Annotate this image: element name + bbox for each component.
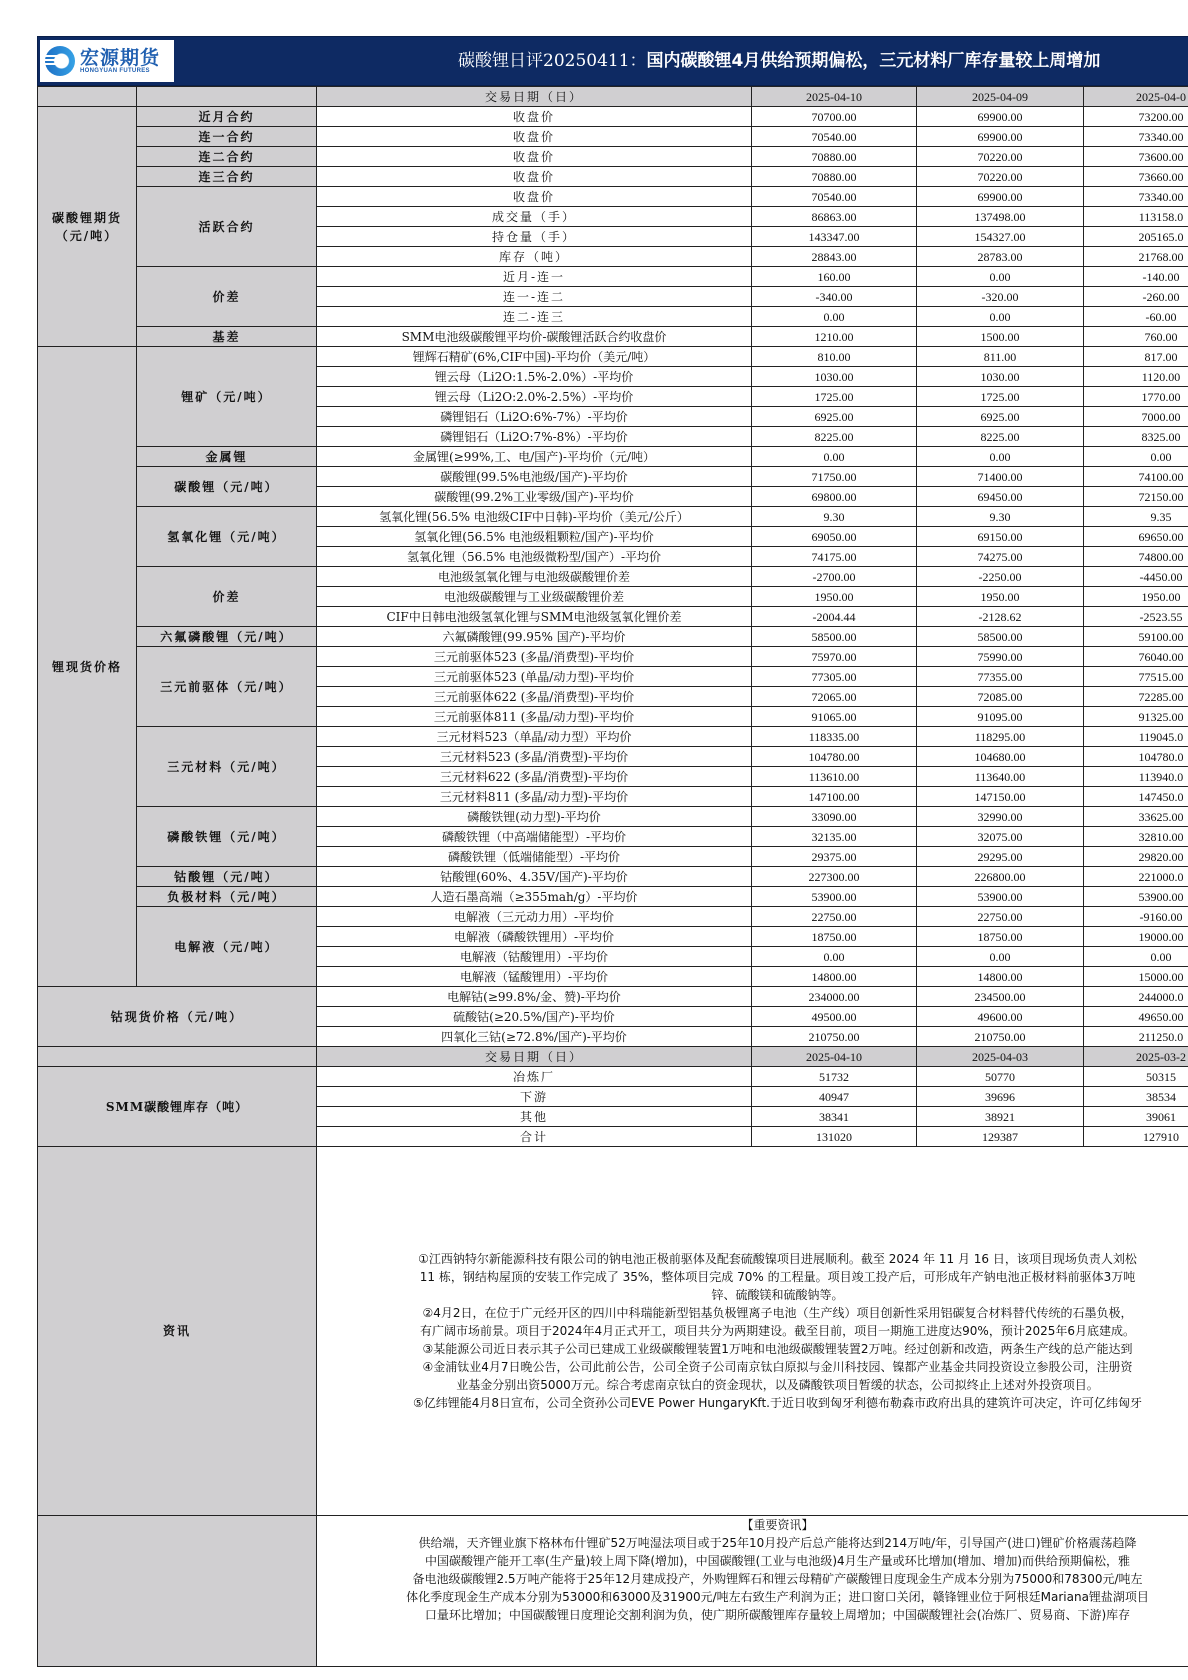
cell-value: 77355.00 xyxy=(917,667,1084,687)
cell-value: -4450.00 xyxy=(1084,567,1188,587)
cell-value: 127910 xyxy=(1084,1127,1188,1147)
summary-line: 口量环比增加；中国碳酸锂日度理论交割利润为负，使广期所碳酸锂库存量较上周增加；中国碳酸锂社会(冶炼厂、贸易商、下游)库存 xyxy=(424,1608,1131,1622)
cell-value: 1120.00 xyxy=(1084,367,1188,387)
row-label: 磷酸铁锂（低端储能型）-平均价 xyxy=(317,847,752,867)
data-table xyxy=(37,86,1188,1667)
summary-heading: 【重要资讯】 xyxy=(741,1518,814,1532)
row-label: 冶炼厂 xyxy=(317,1067,752,1087)
table-row xyxy=(38,507,1188,527)
row-label: 三元材料523（单晶/动力型）平均价 xyxy=(317,727,752,747)
table-row xyxy=(38,867,1188,887)
table-row xyxy=(38,187,1188,207)
cell-value: 49600.00 xyxy=(917,1007,1084,1027)
table-row xyxy=(38,987,1188,1007)
cell-value: 119045.0 xyxy=(1084,727,1188,747)
summary-label xyxy=(38,1516,317,1667)
row-label: 人造石墨高端（≥355mah/g）-平均价 xyxy=(317,887,752,907)
row-label: 氢氧化锂(56.5% 电池级粗颗粒/国产)-平均价 xyxy=(317,527,752,547)
group-label: 负极材料（元/吨） xyxy=(137,887,317,907)
cell-value: 33090.00 xyxy=(752,807,917,827)
summary-line: 体化季度现金生产成本分别为53000和63000及31900元/吨左右致生产利润为正；进口窗口关闭，赣锋锂业位于阿根廷Mariana锂盐湖项目 xyxy=(406,1590,1149,1604)
cell-value: 70220.00 xyxy=(917,167,1084,187)
cell-value: 69900.00 xyxy=(917,187,1084,207)
cell-value: 38921 xyxy=(917,1107,1084,1127)
cell-value: 1500.00 xyxy=(917,327,1084,347)
cell-value: 15000.00 xyxy=(1084,967,1188,987)
logo-en-text: HONGYUAN FUTURES xyxy=(80,68,150,74)
inventory-date: 2025-04-10 xyxy=(752,1047,917,1067)
cell-value: 0.00 xyxy=(1084,947,1188,967)
news-content xyxy=(317,1147,1188,1516)
cell-value: 113640.00 xyxy=(917,767,1084,787)
cell-value: 71750.00 xyxy=(752,467,917,487)
cell-value: 69900.00 xyxy=(917,107,1084,127)
cell-value: 210750.00 xyxy=(917,1027,1084,1047)
cell-value: 760.00 xyxy=(1084,327,1188,347)
cell-value: 810.00 xyxy=(752,347,917,367)
cell-value: 58500.00 xyxy=(917,627,1084,647)
row-label: 三元材料622 (多晶/消费型)-平均价 xyxy=(317,767,752,787)
row-label: 三元材料523 (多晶/消费型)-平均价 xyxy=(317,747,752,767)
summary-line: 备电池级碳酸锂2.5万吨产能将于25年12月建成投产，外购锂辉石和锂云母精矿产碳酸锂日度现金生产成本分别为75000和78300元/吨左 xyxy=(412,1572,1143,1586)
table-row xyxy=(38,347,1188,367)
group-label: 锂矿（元/吨） xyxy=(137,347,317,447)
cell-value: 38534 xyxy=(1084,1087,1188,1107)
row-label: 收盘价 xyxy=(317,147,752,167)
cell-value: 29820.00 xyxy=(1084,847,1188,867)
cell-value: 33625.00 xyxy=(1084,807,1188,827)
cell-value: 70880.00 xyxy=(752,147,917,167)
cell-value: 70700.00 xyxy=(752,107,917,127)
group-label: 三元前驱体（元/吨） xyxy=(137,647,317,727)
cell-value: 53900.00 xyxy=(752,887,917,907)
cell-value: 69900.00 xyxy=(917,127,1084,147)
cell-value: 69450.00 xyxy=(917,487,1084,507)
row-label: 磷锂铝石（Li2O:6%-7%）-平均价 xyxy=(317,407,752,427)
cell-value: 72065.00 xyxy=(752,687,917,707)
cell-value: 1950.00 xyxy=(917,587,1084,607)
cell-value: 18750.00 xyxy=(917,927,1084,947)
row-label: SMM电池级碳酸锂平均价-碳酸锂活跃合约收盘价 xyxy=(317,327,752,347)
cell-value: 227300.00 xyxy=(752,867,917,887)
cell-value: 817.00 xyxy=(1084,347,1188,367)
row-label: 磷酸铁锂（中高端储能型）-平均价 xyxy=(317,827,752,847)
cell-value: 69050.00 xyxy=(752,527,917,547)
table-row xyxy=(38,807,1188,827)
cell-value: 1725.00 xyxy=(917,387,1084,407)
cell-value: 32810.00 xyxy=(1084,827,1188,847)
cell-value: 21768.00 xyxy=(1084,247,1188,267)
row-label: 四氧化三钴(≥72.8%/国产)-平均价 xyxy=(317,1027,752,1047)
cell-value: 1725.00 xyxy=(752,387,917,407)
header-blank-2 xyxy=(137,87,317,107)
group-label: 三元材料（元/吨） xyxy=(137,727,317,807)
cell-value: 22750.00 xyxy=(917,907,1084,927)
row-label: CIF中日韩电池级氢氧化锂与SMM电池级氢氧化锂价差 xyxy=(317,607,752,627)
category-futures-text: （元/吨） xyxy=(55,228,119,243)
cell-value: 113610.00 xyxy=(752,767,917,787)
row-label: 三元前驱体811 (多晶/动力型)-平均价 xyxy=(317,707,752,727)
report-sheet xyxy=(37,36,1188,1667)
row-label: 碳酸锂(99.5%电池级/国产)-平均价 xyxy=(317,467,752,487)
group-label: 连二合约 xyxy=(137,147,317,167)
report-banner xyxy=(37,36,1188,86)
cell-value: 244000.0 xyxy=(1084,987,1188,1007)
cell-value: 221000.0 xyxy=(1084,867,1188,887)
table-row xyxy=(38,567,1188,587)
cell-value: 50315 xyxy=(1084,1067,1188,1087)
cell-value: 72150.00 xyxy=(1084,487,1188,507)
cell-value: 74175.00 xyxy=(752,547,917,567)
cell-value: 39061 xyxy=(1084,1107,1188,1127)
row-label: 三元前驱体523 (多晶/消费型)-平均价 xyxy=(317,647,752,667)
cell-value: 8325.00 xyxy=(1084,427,1188,447)
inventory-date-label: 交易日期（日） xyxy=(317,1047,752,1067)
cell-value: 86863.00 xyxy=(752,207,917,227)
cell-value: 226800.00 xyxy=(917,867,1084,887)
cell-value: 74275.00 xyxy=(917,547,1084,567)
row-label: 收盘价 xyxy=(317,167,752,187)
news-item: ②4月2日，在位于广元经开区的四川中科瑞能新型铝基负极锂离子电池（生产线）项目创新性采用铝碳复合材料替代传统的石墨负极， xyxy=(422,1306,1133,1320)
cell-value: 70880.00 xyxy=(752,167,917,187)
cell-value: 69650.00 xyxy=(1084,527,1188,547)
group-label: 近月合约 xyxy=(137,107,317,127)
news-item: ①江西钠特尔新能源科技有限公司的钠电池正极前驱体及配套硫酸镍项目进展顺利。截至 2024 年 11 月 16 日，该项目现场负责人刘松 xyxy=(418,1252,1137,1266)
group-label: 六氟磷酸锂（元/吨） xyxy=(137,627,317,647)
cell-value: 8225.00 xyxy=(917,427,1084,447)
news-item: 业基金分别出资5000万元。综合考虑南京钛白的资金现状，以及磷酸铁项目暂缓的状态，公司拟终止上述对外投资项目。 xyxy=(456,1378,1099,1392)
table-row xyxy=(38,467,1188,487)
cell-value: 1770.00 xyxy=(1084,387,1188,407)
cell-value: 50770 xyxy=(917,1067,1084,1087)
cell-value: 7000.00 xyxy=(1084,407,1188,427)
inventory-header-row xyxy=(38,1047,1188,1067)
cell-value: 73200.00 xyxy=(1084,107,1188,127)
cell-value: -60.00 xyxy=(1084,307,1188,327)
news-label: 资讯 xyxy=(38,1147,317,1516)
summary-line: 供给端，天齐锂业旗下格林布什锂矿52万吨湿法项目或于25年10月投产后总产能将达到214万吨/年，引导国产(进口)锂矿价格震荡趋降 xyxy=(418,1536,1137,1550)
header-date: 2025-04-10 xyxy=(752,87,917,107)
cell-value: 131020 xyxy=(752,1127,917,1147)
cell-value: 9.30 xyxy=(752,507,917,527)
cell-value: 73660.00 xyxy=(1084,167,1188,187)
row-label: 下游 xyxy=(317,1087,752,1107)
table-row xyxy=(38,727,1188,747)
cell-value: 91065.00 xyxy=(752,707,917,727)
row-label: 电解钴(≥99.8%/金、赞)-平均价 xyxy=(317,987,752,1007)
news-item: ④金浦钛业4月7日晚公告，公司此前公告，公司全资子公司南京钛白原拟与金川科技园、镍都产业基金共同投资设立参股公司，注册资 xyxy=(422,1360,1133,1374)
cell-value: 113158.0 xyxy=(1084,207,1188,227)
cell-value: 234000.00 xyxy=(752,987,917,1007)
group-label: 连三合约 xyxy=(137,167,317,187)
cell-value: 59100.00 xyxy=(1084,627,1188,647)
row-label: 合计 xyxy=(317,1127,752,1147)
cell-value: 74800.00 xyxy=(1084,547,1188,567)
cell-value: 70220.00 xyxy=(917,147,1084,167)
row-label: 收盘价 xyxy=(317,187,752,207)
cell-value: -2700.00 xyxy=(752,567,917,587)
cell-value: 74100.00 xyxy=(1084,467,1188,487)
row-label: 三元材料811 (多晶/动力型)-平均价 xyxy=(317,787,752,807)
cell-value: 91095.00 xyxy=(917,707,1084,727)
table-row xyxy=(38,267,1188,287)
cell-value: 28783.00 xyxy=(917,247,1084,267)
group-label: 价差 xyxy=(137,267,317,327)
row-label: 近月-连一 xyxy=(317,267,752,287)
row-label: 电解液（三元动力用）-平均价 xyxy=(317,907,752,927)
cell-value: 1030.00 xyxy=(917,367,1084,387)
cell-value: -260.00 xyxy=(1084,287,1188,307)
group-label: 连一合约 xyxy=(137,127,317,147)
group-label: 价差 xyxy=(137,567,317,627)
row-label: 氢氧化锂(56.5% 电池级CIF中日韩)-平均价（美元/公斤） xyxy=(317,507,752,527)
cell-value: 53900.00 xyxy=(917,887,1084,907)
row-label: 电池级碳酸锂与工业级碳酸锂价差 xyxy=(317,587,752,607)
inventory-header-blank xyxy=(38,1047,317,1067)
header-blank-1 xyxy=(38,87,137,107)
cell-value: 73340.00 xyxy=(1084,187,1188,207)
row-label: 三元前驱体622 (多晶/消费型)-平均价 xyxy=(317,687,752,707)
cell-value: 143347.00 xyxy=(752,227,917,247)
table-row xyxy=(38,167,1188,187)
cell-value: 91325.00 xyxy=(1084,707,1188,727)
cell-value: 22750.00 xyxy=(752,907,917,927)
cell-value: 72085.00 xyxy=(917,687,1084,707)
cell-value: -2128.62 xyxy=(917,607,1084,627)
cell-value: 77305.00 xyxy=(752,667,917,687)
cell-value: 1210.00 xyxy=(752,327,917,347)
cell-value: 32990.00 xyxy=(917,807,1084,827)
group-label: 氢氧化锂（元/吨） xyxy=(137,507,317,567)
logo-cn-text: 宏源期货 xyxy=(80,47,161,69)
cell-value: 118295.00 xyxy=(917,727,1084,747)
cell-value: 0.00 xyxy=(917,447,1084,467)
row-label: 磷锂铝石（Li2O:7%-8%）-平均价 xyxy=(317,427,752,447)
cell-value: 19000.00 xyxy=(1084,927,1188,947)
table-row xyxy=(38,627,1188,647)
category-futures xyxy=(38,107,137,347)
report-title-headline: 国内碳酸锂4月供给预期偏松，三元材料厂库存量较上周增加 xyxy=(646,51,1101,71)
cell-value: 211250.0 xyxy=(1084,1027,1188,1047)
cell-value: 69800.00 xyxy=(752,487,917,507)
company-logo xyxy=(40,40,174,82)
cell-value: -9160.00 xyxy=(1084,907,1188,927)
table-row xyxy=(38,107,1188,127)
cell-value: 29295.00 xyxy=(917,847,1084,867)
cell-value: 154327.00 xyxy=(917,227,1084,247)
cell-value: 40947 xyxy=(752,1087,917,1107)
group-label: 电解液（元/吨） xyxy=(137,907,317,987)
cell-value: 0.00 xyxy=(752,447,917,467)
news-item: ⑤亿纬锂能4月8日宣布，公司全资孙公司EVE Power HungaryKft.于近日收到匈牙利德布勒森市政府出具的建筑许可决定，许可亿纬匈牙 xyxy=(413,1396,1142,1410)
cell-value: 1950.00 xyxy=(752,587,917,607)
cell-value: 147150.00 xyxy=(917,787,1084,807)
inventory-date: 2025-04-03 xyxy=(917,1047,1084,1067)
table-row xyxy=(38,887,1188,907)
cell-value: 118335.00 xyxy=(752,727,917,747)
cell-value: 0.00 xyxy=(917,947,1084,967)
row-label: 收盘价 xyxy=(317,107,752,127)
cell-value: 1950.00 xyxy=(1084,587,1188,607)
cell-value: 53900.00 xyxy=(1084,887,1188,907)
cell-value: 38341 xyxy=(752,1107,917,1127)
cell-value: 32075.00 xyxy=(917,827,1084,847)
row-label: 三元前驱体523 (单晶/动力型)-平均价 xyxy=(317,667,752,687)
cell-value: 0.00 xyxy=(752,307,917,327)
cell-value: 6925.00 xyxy=(752,407,917,427)
header-date: 2025-04-09 xyxy=(917,87,1084,107)
row-label: 电解液（磷酸铁锂用）-平均价 xyxy=(317,927,752,947)
cell-value: -2523.55 xyxy=(1084,607,1188,627)
row-label: 碳酸锂(99.2%工业零级/国产)-平均价 xyxy=(317,487,752,507)
cell-value: -2004.44 xyxy=(752,607,917,627)
cell-value: 0.00 xyxy=(752,947,917,967)
table-row xyxy=(38,447,1188,467)
row-label: 磷酸铁锂(动力型)-平均价 xyxy=(317,807,752,827)
header-date: 2025-04-0 xyxy=(1084,87,1188,107)
cell-value: 28843.00 xyxy=(752,247,917,267)
row-label: 库存（吨） xyxy=(317,247,752,267)
row-label: 锂辉石精矿(6%,CIF中国)-平均价（美元/吨） xyxy=(317,347,752,367)
table-row xyxy=(38,647,1188,667)
row-label: 连二-连三 xyxy=(317,307,752,327)
report-title-lead: 碳酸锂日评20250411： xyxy=(458,51,647,71)
category-lithium-spot-text: 锂现货价格 xyxy=(51,659,122,674)
row-label: 持仓量（手） xyxy=(317,227,752,247)
cell-value: 9.35 xyxy=(1084,507,1188,527)
cell-value: -140.00 xyxy=(1084,267,1188,287)
table-row xyxy=(38,327,1188,347)
cell-value: 18750.00 xyxy=(752,927,917,947)
cell-value: 70540.00 xyxy=(752,127,917,147)
cell-value: 75970.00 xyxy=(752,647,917,667)
cell-value: 104780.0 xyxy=(1084,747,1188,767)
cell-value: 70540.00 xyxy=(752,187,917,207)
news-item: 有广阔市场前景。项目于2024年4月正式开工，项目共分为两期建设。截至目前，项目一期施工进度达90%，预计2025年6月底建成。 xyxy=(419,1324,1136,1338)
cell-value: 104680.00 xyxy=(917,747,1084,767)
cell-value: 0.00 xyxy=(917,267,1084,287)
inventory-date: 2025-03-2 xyxy=(1084,1047,1188,1067)
cell-value: -340.00 xyxy=(752,287,917,307)
table-row xyxy=(38,907,1188,927)
row-label: 氢氧化锂（56.5% 电池级微粉型/国产）-平均价 xyxy=(317,547,752,567)
row-label: 连一-连二 xyxy=(317,287,752,307)
cell-value: 29375.00 xyxy=(752,847,917,867)
cell-value: 71400.00 xyxy=(917,467,1084,487)
row-label: 电池级氢氧化锂与电池级碳酸锂价差 xyxy=(317,567,752,587)
cell-value: 1030.00 xyxy=(752,367,917,387)
cell-value: 205165.0 xyxy=(1084,227,1188,247)
category-futures-text: 碳酸锂期货 xyxy=(51,210,122,225)
table-row xyxy=(38,147,1188,167)
row-label: 六氟磷酸锂(99.95% 国产)-平均价 xyxy=(317,627,752,647)
cell-value: 51732 xyxy=(752,1067,917,1087)
cell-value: 14800.00 xyxy=(752,967,917,987)
group-label: 活跃合约 xyxy=(137,187,317,267)
cell-value: 39696 xyxy=(917,1087,1084,1107)
row-label: 电解液（锰酸锂用）-平均价 xyxy=(317,967,752,987)
news-item: 11 栋，钢结构屋顶的安装工作完成了 35%，整体项目完成 70% 的工程量。项目竣工投产后，可形成年产钠电池正极材料前驱体3万吨 xyxy=(419,1270,1136,1284)
row-label: 电解液（钴酸锂用）-平均价 xyxy=(317,947,752,967)
news-row xyxy=(38,1147,1188,1516)
row-label: 钴酸锂(60%、4.35V/国产)-平均价 xyxy=(317,867,752,887)
header-date-label: 交易日期（日） xyxy=(317,87,752,107)
cell-value: -320.00 xyxy=(917,287,1084,307)
cell-value: 0.00 xyxy=(917,307,1084,327)
news-item: 锌、硫酸镁和硫酸钠等。 xyxy=(711,1288,844,1302)
group-label: 磷酸铁锂（元/吨） xyxy=(137,807,317,867)
report-title xyxy=(458,37,1100,85)
cell-value: 76040.00 xyxy=(1084,647,1188,667)
cell-value: 49500.00 xyxy=(752,1007,917,1027)
cell-value: 75990.00 xyxy=(917,647,1084,667)
row-label: 硫酸钴(≥20.5%/国产)-平均价 xyxy=(317,1007,752,1027)
cell-value: 72285.00 xyxy=(1084,687,1188,707)
cell-value: 234500.00 xyxy=(917,987,1084,1007)
cell-value: 0.00 xyxy=(1084,447,1188,467)
cell-value: 32135.00 xyxy=(752,827,917,847)
group-label: 基差 xyxy=(137,327,317,347)
cell-value: 147450.0 xyxy=(1084,787,1188,807)
row-label: 其他 xyxy=(317,1107,752,1127)
cell-value: 104780.00 xyxy=(752,747,917,767)
category-lithium-spot xyxy=(38,347,137,987)
cell-value: 129387 xyxy=(917,1127,1084,1147)
summary-content xyxy=(317,1516,1188,1667)
category-cobalt-spot: 钴现货价格（元/吨） xyxy=(38,987,317,1047)
cell-value: 9.30 xyxy=(917,507,1084,527)
row-label: 成交量（手） xyxy=(317,207,752,227)
cell-value: 8225.00 xyxy=(752,427,917,447)
table-row xyxy=(38,127,1188,147)
cell-value: 6925.00 xyxy=(917,407,1084,427)
cell-value: 49650.00 xyxy=(1084,1007,1188,1027)
row-label: 锂云母（Li2O:1.5%-2.0%）-平均价 xyxy=(317,367,752,387)
group-label: 钴酸锂（元/吨） xyxy=(137,867,317,887)
cell-value: 210750.00 xyxy=(752,1027,917,1047)
cell-value: 137498.00 xyxy=(917,207,1084,227)
group-label: 金属锂 xyxy=(137,447,317,467)
cell-value: 73600.00 xyxy=(1084,147,1188,167)
table-header-row xyxy=(38,87,1188,107)
row-label: 收盘价 xyxy=(317,127,752,147)
cell-value: 14800.00 xyxy=(917,967,1084,987)
cell-value: 73340.00 xyxy=(1084,127,1188,147)
summary-line: 中国碳酸锂产能开工率(生产量)较上周下降(增加)，中国碳酸锂(工业与电池级)4月生产量或环比增加(增加、增加)而供给预期偏松，雅 xyxy=(424,1554,1131,1568)
cell-value: 58500.00 xyxy=(752,627,917,647)
cell-value: 147100.00 xyxy=(752,787,917,807)
cell-value: 77515.00 xyxy=(1084,667,1188,687)
cell-value: 160.00 xyxy=(752,267,917,287)
table-row xyxy=(38,1067,1188,1087)
row-label: 锂云母（Li2O:2.0%-2.5%）-平均价 xyxy=(317,387,752,407)
news-item: ③某能源公司近日表示其子公司已建成工业级碳酸锂装置1万吨和电池级碳酸锂装置2万吨。经过创新和改造，两条生产线的总产能达到 xyxy=(422,1342,1133,1356)
cell-value: 113940.0 xyxy=(1084,767,1188,787)
cell-value: 69150.00 xyxy=(917,527,1084,547)
summary-row xyxy=(38,1516,1188,1667)
logo-mark-icon xyxy=(45,46,75,76)
cell-value: -2250.00 xyxy=(917,567,1084,587)
row-label: 金属锂(≥99%,工、电/国产)-平均价（元/吨） xyxy=(317,447,752,467)
category-inventory: SMM碳酸锂库存（吨） xyxy=(38,1067,317,1147)
group-label: 碳酸锂（元/吨） xyxy=(137,467,317,507)
cell-value: 811.00 xyxy=(917,347,1084,367)
